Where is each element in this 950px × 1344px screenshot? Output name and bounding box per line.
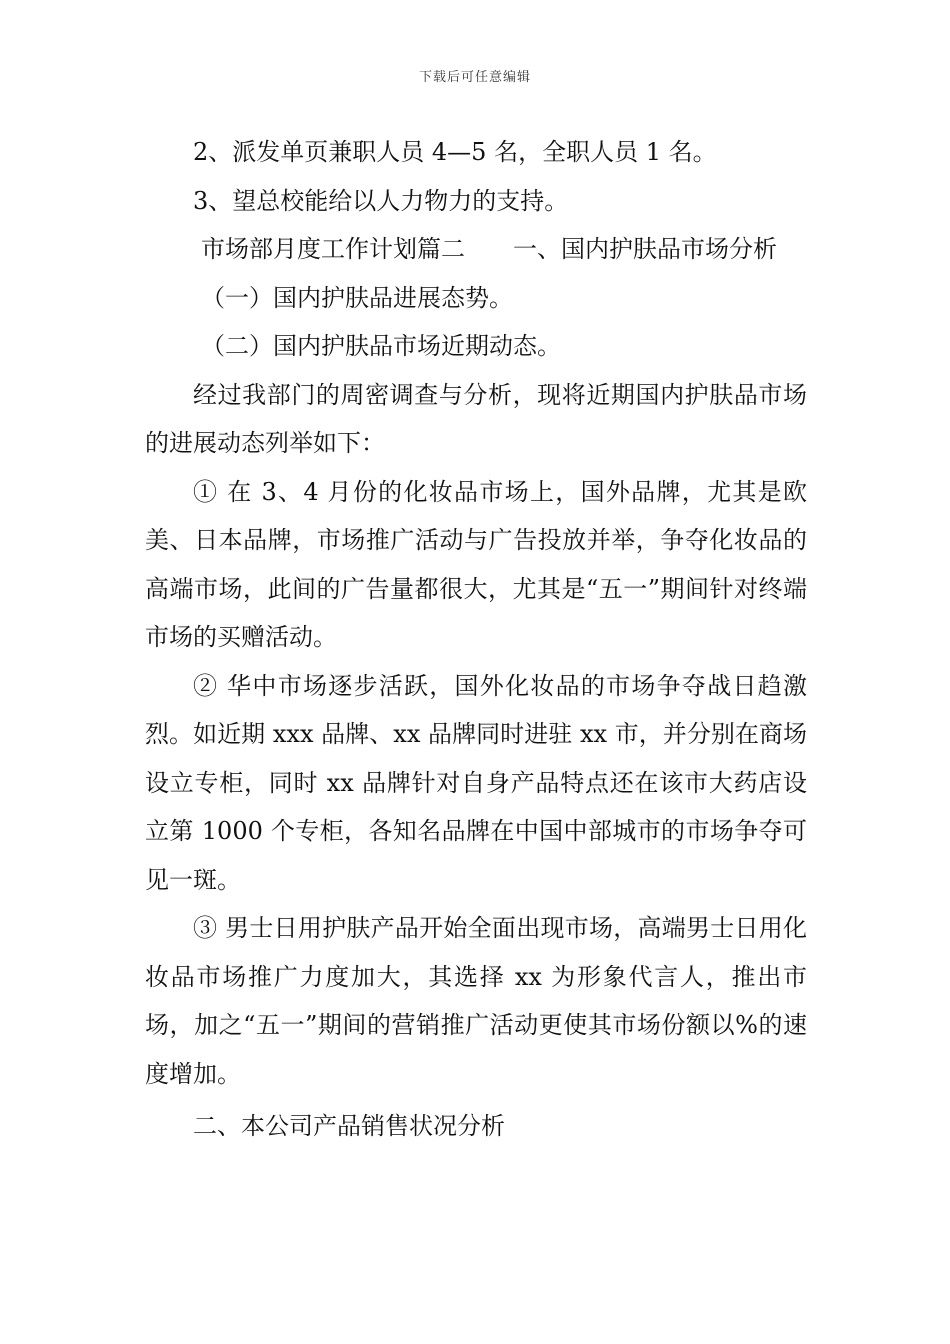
paragraph-point-2: ② 华中市场逐步活跃，国外化妆品的市场争夺战日趋激烈。如近期 xxx 品牌、xx 品牌同时进驻 xx 市，并分别在商场设立专柜，同时 xx 品牌针对自身产品特点还在该市大药店设立第 1000 个专柜，各知名品牌在中国中部城市的市场争夺可见一斑。 bbox=[145, 671, 807, 894]
paragraph-plan-title: 市场部月度工作计划篇二 一、国内护肤品市场分析 bbox=[201, 235, 777, 263]
paragraph-subsection-dynamics: （二）国内护肤品市场近期动态。 bbox=[201, 332, 561, 360]
paragraph-support-request: 3、望总校能给以人力物力的支持。 bbox=[193, 186, 569, 215]
paragraph-staffing: 2、派发单页兼职人员 4—5 名，全职人员 1 名。 bbox=[193, 138, 717, 166]
section-heading-sales-analysis: 二、本公司产品销售状况分析 bbox=[193, 1112, 505, 1140]
paragraph-point-1: ① 在 3、4 月份的化妆品市场上，国外品牌，尤其是欧美、日本品牌，市场推广活动与广告投放并举，争夺化妆品的高端市场，此间的广告量都很大，尤其是“五一”期间针对终端市场的买赠活动。 bbox=[145, 477, 807, 651]
paragraph-subsection-trend: （一）国内护肤品进展态势。 bbox=[201, 283, 513, 312]
paragraph-point-3: ③ 男士日用护肤产品开始全面出现市场，高端男士日用化妆品市场推广力度加大，其选择 xx 为形象代言人，推出市场，加之“五一”期间的营销推广活动更使其市场份额以%的速度增加。 bbox=[145, 914, 807, 1088]
page-header-note: 下载后可任意编辑 bbox=[418, 70, 531, 85]
document-body bbox=[145, 128, 807, 1151]
paragraph-survey-intro: 经过我部门的周密调查与分析，现将近期国内护肤品市场的进展动态列举如下： bbox=[145, 380, 807, 457]
